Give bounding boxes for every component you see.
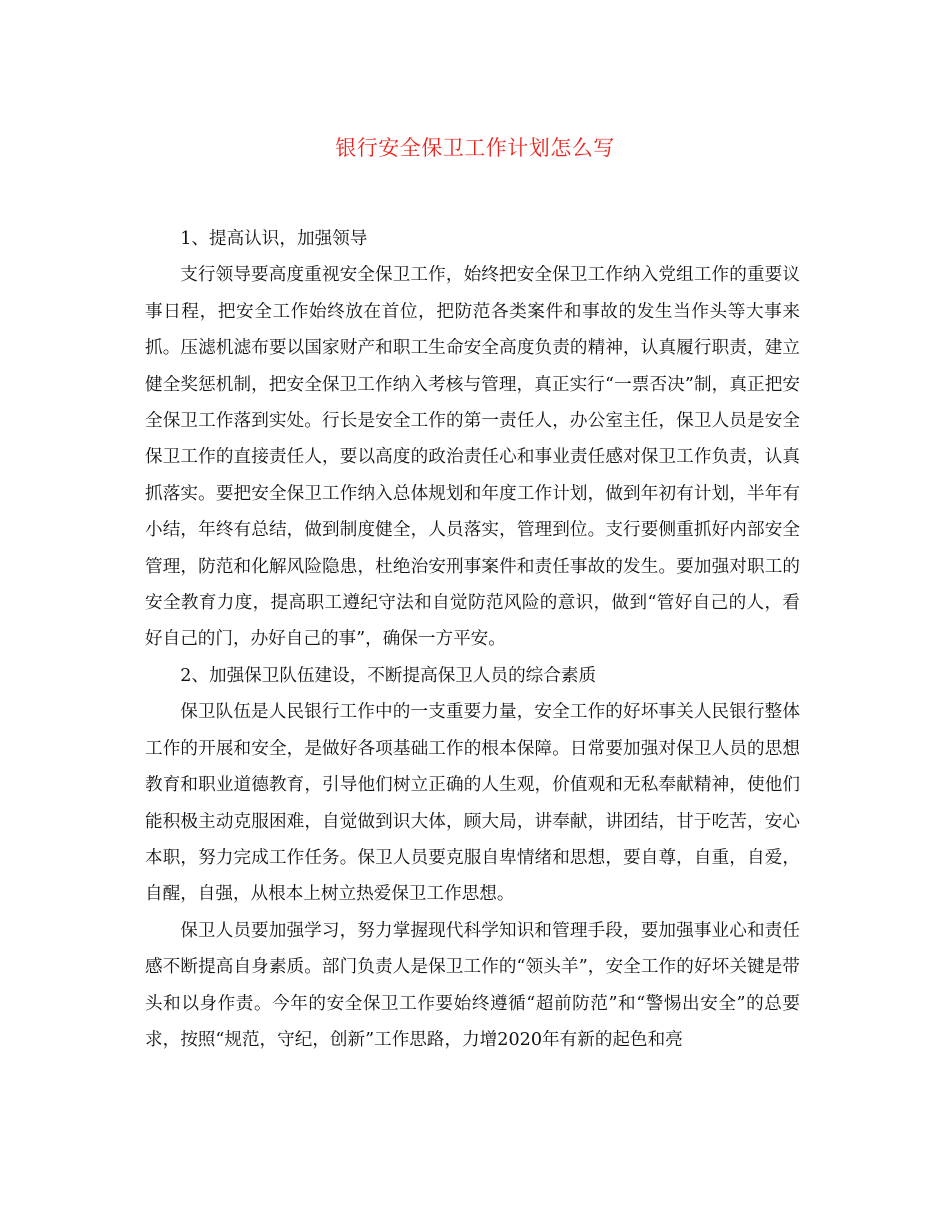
paragraph-3: 保卫人员要加强学习，努力掌握现代科学知识和管理手段，要加强事业心和责任感不断提高自身素质。部门负责人是保卫工作的“领头羊”，安全工作的好坏关键是带头和以身作责。今年的安全保卫工作要始终遵循“超前防范”和“警惕出安全”的总要求，按照“规范，守纪，创新”工作思路，力增2020年有新的起色和亮	[145, 920, 800, 1050]
document-body	[145, 221, 800, 1058]
document-title: 银行安全保卫工作计划怎么写	[335, 136, 615, 160]
section-heading-2: 2、加强保卫队伍建设，不断提高保卫人员的综合素质	[180, 665, 597, 686]
paragraph-1: 支行领导要高度重视安全保卫工作，始终把安全保卫工作纳入党组工作的重要议事日程，把安全工作始终放在首位，把防范各类案件和事故的发生当作头等大事来抓。压滤机滤布要以国家财产和职工生命安全高度负责的精神，认真履行职责，建立健全奖惩机制，把安全保卫工作纳入考核与管理，真正实行“一票否决”制，真正把安全保卫工作落到实处。行长是安全工作的第一责任人，办公室主任，保卫人员是安全保卫工作的直接责任人，要以高度的政治责任心和事业责任感对保卫工作负责，认真抓落实。要把安全保卫工作纳入总体规划和年度工作计划，做到年初有计划，半年有小结，年终有总结，做到制度健全，人员落实，管理到位。支行要侧重抓好内部安全管理，防范和化解风险隐患，杜绝治安刑事案件和责任事故的发生。要加强对职工的安全教育力度，提高职工遵纪守法和自觉防范风险的意识，做到“管好自己的人，看好自己的门，办好自己的事”，确保一方平安。	[145, 265, 800, 650]
section-heading-1: 1、提高认识，加强领导	[180, 229, 368, 249]
paragraph-2: 保卫队伍是人民银行工作中的一支重要力量，安全工作的好坏事关人民银行整体工作的开展和安全，是做好各项基础工作的根本保障。日常要加强对保卫人员的思想教育和职业道德教育，引导他们树立正确的人生观，价值观和无私奉献精神，使他们能积极主动克服困难，自觉做到识大体，顾大局，讲奉献，讲团结，甘于吃苦，安心本职，努力完成工作任务。保卫人员要克服自卑情绪和思想，要自尊，自重，自爱，自醒，自强，从根本上树立热爱保卫工作思想。	[145, 702, 800, 905]
